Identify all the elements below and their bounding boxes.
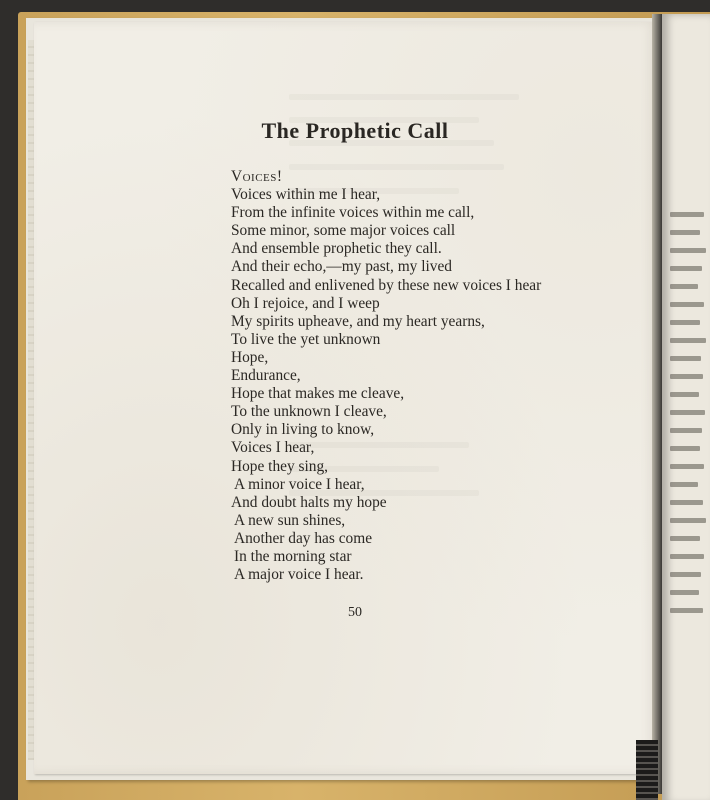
poem-line: Hope that makes me cleave, [231,385,405,403]
poem-line: A new sun shines, [234,511,346,529]
poem-line: In the morning star [234,547,352,565]
poem-line: Voices! [231,168,283,185]
poem-line: And their echo,—my past, my lived [231,258,452,276]
poem-line: Endurance, [231,367,301,385]
poem-line: Oh I rejoice, and I weep [231,294,380,312]
poem-line: And doubt halts my hope [231,493,387,511]
poem-line: Hope, [231,348,269,366]
poem-line: Only in living to know, [231,421,375,439]
poem-line: My spirits upheave, and my heart yearns, [231,312,485,330]
poem-line: Hope they sing, [231,457,329,475]
poem-line: Some minor, some major voices call [231,222,456,240]
page-number: 50 [348,605,362,620]
poem-line: A minor voice I hear, [234,475,365,493]
poem-line: From the infinite voices within me call, [231,204,475,222]
poem-line: To the unknown I cleave, [231,403,387,421]
poem-line: Another day has come [234,529,373,547]
poem-line: A major voice I hear. [234,566,364,584]
binding-thread [636,740,658,800]
poem-title: The Prophetic Call [261,118,449,143]
poem-line: Recalled and enlivened by these new voices I hear [231,276,542,294]
poem-body [231,168,541,584]
poem-line: Voices I hear, [231,439,315,457]
poem-line: Voices within me I hear, [231,186,381,204]
poem-line: To live the yet unknown [231,330,381,348]
poem-line: And ensemble prophetic they call. [231,240,442,258]
